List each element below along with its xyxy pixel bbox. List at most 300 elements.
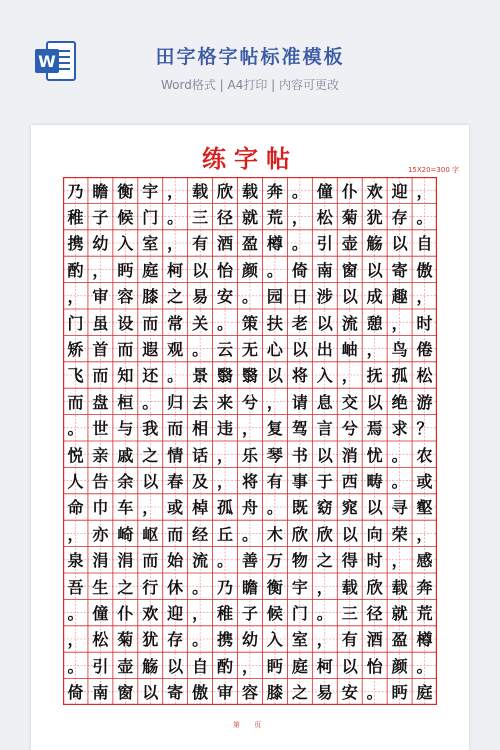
grid-char: 流 [341,313,358,333]
grid-char: 设 [117,313,134,333]
grid-char: 吾 [67,577,84,597]
grid-char: 憩 [366,313,383,333]
grid-char: 西 [341,472,358,492]
page-title: 田字格字帖标准模板 [155,46,345,68]
grid-char: 涓 [117,551,134,571]
grid-char: 子 [241,604,258,624]
grid-char: 安 [341,683,358,703]
grid-char: 常 [167,313,184,333]
grid-char: 。 [291,181,308,201]
grid-char: 去 [192,392,209,412]
grid-char: 孤 [217,498,234,518]
grid-char: 松 [416,366,433,386]
grid-char: 审 [217,683,234,703]
grid-char: 幼 [241,630,258,650]
grid-char: 傲 [192,683,209,703]
grid-char: 求 [391,419,408,439]
grid-char: 候 [266,604,283,624]
grid-char: 子 [92,208,109,228]
grid-char: 云 [217,340,234,360]
grid-char: 三 [341,604,358,624]
grid-char: 。 [241,287,258,307]
grid-char: 稚 [217,604,234,624]
grid-char: ， [291,208,308,228]
grid-char: 以 [291,340,308,360]
grid-char: 以 [142,472,159,492]
grid-char: 。 [416,656,433,676]
grid-char: 忧 [366,445,383,465]
grid-char: 。 [291,234,308,254]
grid-char: 遐 [142,340,159,360]
grid-char: 翳 [241,366,258,386]
grid-char: 室 [142,234,159,254]
grid-char: 春 [167,472,184,492]
grid-char: 人 [67,472,84,492]
grid-char: 欣 [291,524,308,544]
grid-char: 。 [266,498,283,518]
grid-char: 于 [316,472,333,492]
grid-char: 。 [366,683,383,703]
grid-char: 始 [167,551,184,571]
grid-char: 存 [391,208,408,228]
grid-char: 膝 [142,287,159,307]
grid-char: ， [391,313,408,333]
grid-char: 。 [167,366,184,386]
grid-char: 时 [366,551,383,571]
grid-char: 门 [291,604,308,624]
grid-char: 木 [266,524,283,544]
grid-char: 书 [291,445,308,465]
grid-char: ， [366,340,383,360]
grid-char: 相 [192,419,209,439]
grid-char: 自 [192,656,209,676]
grid-char: 策 [241,313,258,333]
grid-char: 泉 [67,551,84,571]
grid-char: 违 [217,419,234,439]
grid-char: 柯 [167,260,184,280]
grid-char: 仆 [341,181,358,201]
grid-char: 颜 [241,260,258,280]
grid-char: 世 [92,419,109,439]
grid-char: 鸟 [391,340,408,360]
grid-char: 与 [117,419,134,439]
grid-char: 游 [416,392,433,412]
grid-char: 物 [291,551,308,571]
grid-char: 畴 [366,472,383,492]
grid-char: ， [67,287,84,307]
grid-char: 窗 [341,260,358,280]
grid-char: 而 [117,340,134,360]
grid-char: 怡 [366,656,383,676]
grid-char: 衡 [266,577,283,597]
grid-char: 首 [92,340,109,360]
grid-char: 交 [341,392,358,412]
grid-char: 岫 [341,340,358,360]
grid-char: 自 [416,234,433,254]
grid-char: 涉 [316,287,333,307]
grid-char: 我 [142,419,159,439]
grid-char: 易 [192,287,209,307]
grid-char: 以 [366,498,383,518]
grid-char: 休 [167,577,184,597]
grid-char: 言 [316,419,333,439]
grid-char: 易 [316,683,333,703]
grid-char: 径 [217,208,234,228]
grid-char: 庭 [291,656,308,676]
grid-char: 奔 [266,181,283,201]
grid-char: ？ [416,419,433,439]
grid-char: 荣 [391,524,408,544]
svg-text:W: W [38,52,56,71]
grid-char: 趣 [391,287,408,307]
grid-char: 万 [266,551,283,571]
grid-char: 窕 [341,498,358,518]
grid-char: 余 [117,472,134,492]
grid-char: 审 [92,287,109,307]
grid-char: ， [142,498,159,518]
grid-char: 欣 [366,577,383,597]
grid-char: 就 [241,208,258,228]
grid-char: ， [67,630,84,650]
grid-char: ， [266,392,283,412]
grid-char: 欢 [366,181,383,201]
grid-char: 眄 [117,260,134,280]
grid-char: 还 [142,366,159,386]
grid-char: 盘 [92,392,109,412]
grid-char: 稚 [67,208,84,228]
grid-char: ， [192,604,209,624]
grid-char: 之 [291,683,308,703]
grid-char: ， [416,524,433,544]
grid-char: 门 [67,313,84,333]
grid-char: 观 [167,340,184,360]
grid-char: 来 [217,392,234,412]
grid-char: 以 [391,234,408,254]
grid-char: 有 [266,472,283,492]
grid-char: 而 [142,551,159,571]
grid-char: 将 [241,472,258,492]
grid-char: 虽 [92,313,109,333]
grid-char: 酒 [217,234,234,254]
grid-char: 。 [67,604,84,624]
grid-char: 驾 [291,419,308,439]
grid-char: 以 [341,656,358,676]
grid-char: 行 [142,577,159,597]
grid-char: 门 [142,208,159,228]
grid-char: ， [167,181,184,201]
grid-char: 景 [192,366,209,386]
grid-char: 樽 [266,234,283,254]
grid-char: 寄 [167,683,184,703]
grid-char: 归 [167,392,184,412]
grid-char: 欣 [316,524,333,544]
grid-char: 兮 [241,392,258,412]
grid-char: 载 [341,577,358,597]
grid-char: 携 [67,234,84,254]
grid-char: 迎 [391,181,408,201]
grid-char: 容 [117,287,134,307]
grid-char: ， [416,287,433,307]
grid-char: 傲 [416,260,433,280]
grid-char: 庭 [416,683,433,703]
page-footer: 第 页 [232,721,268,729]
grid-char: 以 [192,260,209,280]
grid-char: 消 [341,445,358,465]
tianzige-grid [63,177,437,705]
grid-char: 。 [167,208,184,228]
grid-char: 生 [92,577,109,597]
grid-char: 瞻 [92,181,109,201]
grid-char: 。 [217,551,234,571]
grid-char: 流 [192,551,209,571]
grid-char: 载 [391,577,408,597]
grid-char: 倦 [416,340,433,360]
grid-char: 巾 [92,498,109,518]
grid-char: ， [391,551,408,571]
grid-char: 抚 [366,366,383,386]
grid-char: 知 [117,366,134,386]
grid-char: 桓 [117,392,134,412]
grid-char: ， [217,445,234,465]
grid-char: 就 [391,604,408,624]
grid-char: 荒 [416,604,433,624]
grid-char: 欣 [217,181,234,201]
grid-char: 盈 [241,234,258,254]
grid-char: 翳 [217,366,234,386]
grid-char: 而 [167,524,184,544]
grid-char: 亲 [92,445,109,465]
grid-char: 乐 [241,445,258,465]
grid-char: 事 [291,472,308,492]
grid-char: 南 [92,683,109,703]
grid-char: 载 [192,181,209,201]
grid-char: 菊 [117,630,134,650]
grid-char: 径 [366,604,383,624]
grid-char: 仆 [117,604,134,624]
grid-char: 寻 [391,498,408,518]
grid-char: 容 [241,683,258,703]
grid-char: 而 [92,366,109,386]
grid-char: ， [167,234,184,254]
grid-char: 。 [217,313,234,333]
grid-char: 樽 [416,630,433,650]
grid-char: 倚 [291,260,308,280]
grid-char: 息 [316,392,333,412]
grid-char: 荒 [266,208,283,228]
grid-char: 请 [291,392,308,412]
grid-char: 犹 [142,630,159,650]
grid-char: 涓 [92,551,109,571]
grid-char: 入 [266,630,283,650]
grid-char: 琴 [266,445,283,465]
grid-char: 壶 [341,234,358,254]
grid-char: 迎 [167,604,184,624]
grid-char: 关 [192,313,209,333]
grid-char: 衡 [117,181,134,201]
grid-char: 南 [316,260,333,280]
grid-char: 膝 [266,683,283,703]
grid-char: ， [67,524,84,544]
grid-char: 以 [142,683,159,703]
grid-char: 以 [316,313,333,333]
grid-char: 酌 [217,656,234,676]
grid-char: 眄 [266,656,283,676]
grid-char: 窗 [117,683,134,703]
grid-char: 成 [366,287,383,307]
grid-char: 而 [142,313,159,333]
grid-char: 及 [192,472,209,492]
grid-char: 乃 [67,181,84,201]
grid-char: 日 [291,287,308,307]
grid-char: 感 [416,551,433,571]
grid-char: 。 [192,577,209,597]
grid-char: 话 [192,445,209,465]
grid-char: ， [217,472,234,492]
grid-char: 得 [341,551,358,571]
grid-char: 存 [167,630,184,650]
grid-char: 怡 [217,260,234,280]
grid-char: 寄 [391,260,408,280]
grid-char: 之 [117,577,134,597]
practice-sheet [31,125,469,750]
grid-char: 或 [167,498,184,518]
grid-char: 心 [266,340,283,360]
grid-char: 既 [291,498,308,518]
grid-char: 僮 [316,181,333,201]
grid-char: 。 [241,524,258,544]
grid-char: 以 [366,260,383,280]
grid-char: ， [92,260,109,280]
grid-char: 戚 [117,445,134,465]
grid-char: 有 [341,630,358,650]
grid-spec-label: 15X20=300 字 [407,166,459,174]
grid-char: 酒 [366,630,383,650]
grid-char: 觞 [142,656,159,676]
grid-char: 。 [192,340,209,360]
grid-char: 庭 [142,260,159,280]
grid-char: 。 [416,208,433,228]
grid-char: 。 [316,604,333,624]
grid-char: 载 [241,181,258,201]
grid-char: 将 [291,366,308,386]
grid-char: 。 [192,630,209,650]
grid-char: 而 [67,392,84,412]
grid-char: 。 [67,419,84,439]
grid-char: ， [416,181,433,201]
grid-char: 经 [192,524,209,544]
grid-char: 。 [67,656,84,676]
grid-char: 兮 [341,419,358,439]
grid-char: 而 [167,419,184,439]
grid-char: 出 [316,340,333,360]
grid-char: 眄 [391,683,408,703]
grid-char: 室 [291,630,308,650]
grid-char: 岖 [142,524,159,544]
grid-char: 飞 [67,366,84,386]
grid-char: 之 [142,445,159,465]
grid-char: 宇 [142,181,159,201]
grid-char: 车 [117,498,134,518]
grid-char: 幼 [92,234,109,254]
grid-char: ， [341,366,358,386]
grid-char: 无 [241,340,258,360]
grid-char: 柯 [316,656,333,676]
grid-char: 悦 [67,445,84,465]
grid-char: 僮 [92,604,109,624]
grid-char: 孤 [391,366,408,386]
grid-char: 崎 [117,524,134,544]
grid-char: 之 [316,551,333,571]
grid-char: 入 [316,366,333,386]
grid-char: 壑 [416,498,433,518]
grid-char: 。 [142,392,159,412]
grid-char: 或 [416,472,433,492]
grid-char: 善 [241,551,258,571]
grid-char: 舟 [241,498,258,518]
grid-char: 老 [291,313,308,333]
grid-char: 亦 [92,524,109,544]
grid-char: 引 [316,234,333,254]
grid-char: 棹 [192,498,209,518]
grid-char: 窈 [316,498,333,518]
grid-char: 倚 [67,683,84,703]
grid-char: 向 [366,524,383,544]
grid-char: 以 [341,287,358,307]
grid-char: 扶 [266,313,283,333]
grid-char: 农 [416,445,433,465]
grid-char: 犹 [366,208,383,228]
grid-char: 瞻 [241,577,258,597]
grid-char: 以 [341,524,358,544]
grid-char: 安 [217,287,234,307]
grid-char: 以 [366,392,383,412]
grid-char: 觞 [366,234,383,254]
grid-char: 时 [416,313,433,333]
grid-char: 有 [192,234,209,254]
grid-char: 情 [167,445,184,465]
grid-char: 以 [266,366,283,386]
grid-char: 命 [67,498,84,518]
grid-char: ， [316,577,333,597]
grid-char: 松 [92,630,109,650]
grid-char: 以 [316,445,333,465]
grid-char: 矫 [67,340,84,360]
grid-char: ， [241,656,258,676]
grid-char: 乃 [217,577,234,597]
grid-char: 以 [167,656,184,676]
grid-char: 菊 [341,208,358,228]
grid-char: ， [241,419,258,439]
grid-char: 园 [266,287,283,307]
grid-char: 焉 [366,419,383,439]
grid-char: 三 [192,208,209,228]
page-subtitle: Word格式 | A4打印 | 内容可更改 [160,78,340,92]
grid-char: 。 [391,472,408,492]
grid-char: 之 [167,287,184,307]
grid-char: 宇 [291,577,308,597]
grid-char: 壶 [117,656,134,676]
grid-char: 携 [217,630,234,650]
grid-char: 复 [266,419,283,439]
grid-char: 入 [117,234,134,254]
grid-char: 颜 [391,656,408,676]
grid-char: 丘 [217,524,234,544]
grid-char: 酌 [67,260,84,280]
header [0,0,500,112]
grid-char: 引 [92,656,109,676]
grid-char: 绝 [391,392,408,412]
grid-char: 盈 [391,630,408,650]
